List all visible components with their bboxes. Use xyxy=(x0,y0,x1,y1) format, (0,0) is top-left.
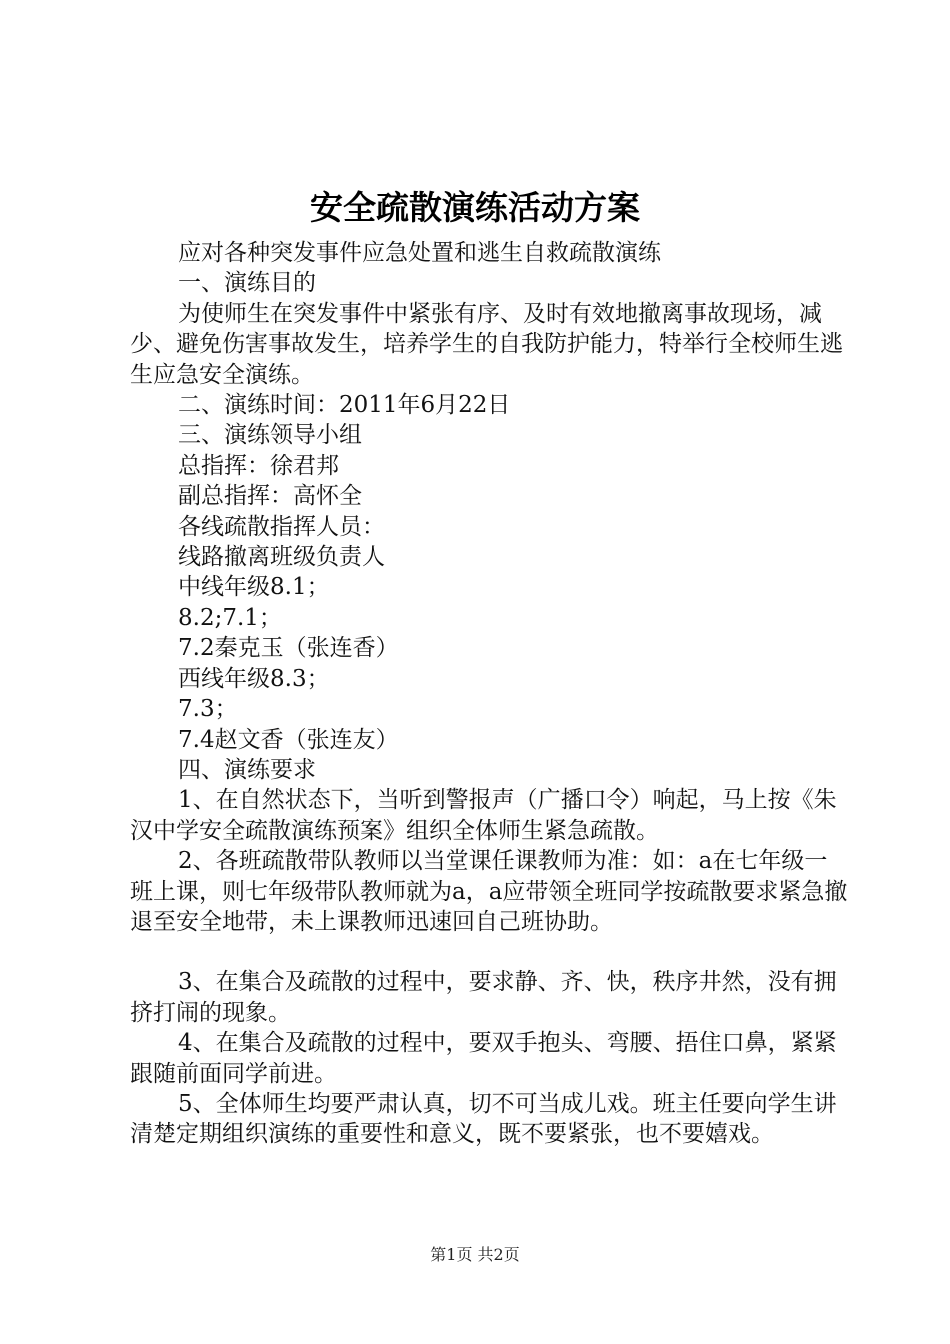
document-title: 安全疏散演练活动方案 xyxy=(310,188,640,227)
paragraph-intro: 应对各种突发事件应急处置和逃生自救疏散演练 xyxy=(178,240,661,266)
paragraph-middle-leader: 7.2秦克玉（张连香） xyxy=(178,635,399,662)
heading-requirements: 四、演练要求 xyxy=(178,756,316,783)
paragraph-middle-line: 中线年级8.1； xyxy=(178,574,330,601)
heading-leadership: 三、演练领导小组 xyxy=(178,422,362,449)
paragraph-commander: 总指挥：徐君邦 xyxy=(178,452,339,479)
paragraph-route-header: 线路撤离班级负责人 xyxy=(178,544,385,571)
heading-purpose: 一、演练目的 xyxy=(178,270,316,297)
paragraph-middle-classes: 8.2;7.1； xyxy=(178,604,282,631)
paragraph-route-commanders: 各线疏散指挥人员： xyxy=(178,513,385,540)
paragraph-west-line: 西线年级8.3； xyxy=(178,665,330,692)
paragraph-west-leader: 7.4赵文香（张连友） xyxy=(178,726,399,753)
paragraph-time: 二、演练时间：2011年6月22日 xyxy=(178,392,511,419)
paragraph-requirement-5: 5、全体师生均要严肃认真，切不可当成儿戏。班主任要向学生讲清楚定期组织演练的重要性和意义，既不要紧张，也不要嬉戏。 xyxy=(130,1090,837,1148)
paragraph-requirement-4: 4、在集合及疏散的过程中，要双手抱头、弯腰、捂住口鼻，紧紧跟随前面同学前进。 xyxy=(130,1030,837,1087)
paragraph-west-classes: 7.3； xyxy=(178,696,238,723)
paragraph-requirement-2: 2、各班疏散带队教师以当堂课任课教师为准：如：a在七年级一班上课，则七年级带队教师就为a，a应带领全班同学按疏散要求紧急撤退至安全地带，未上课教师迅速回自己班协助。 xyxy=(130,848,848,935)
paragraph-gap xyxy=(130,937,850,967)
paragraph-requirement-3: 3、在集合及疏散的过程中，要求静、齐、快，秩序井然，没有拥挤打闹的现象。 xyxy=(130,969,837,1026)
document-body xyxy=(130,238,850,1150)
page-number-footer: 第1页 共2页 xyxy=(430,1245,520,1264)
paragraph-purpose: 为使师生在突发事件中紧张有序、及时有效地撤离事故现场，减少、避免伤害事故发生，培养学生的自我防护能力，特举行全校师生逃生应急安全演练。 xyxy=(130,300,843,388)
paragraph-requirement-1: 1、在自然状态下，当听到警报声（广播口令）响起，马上按《朱汉中学安全疏散演练预案》组织全体师生紧急疏散。 xyxy=(130,787,837,844)
paragraph-deputy-commander: 副总指挥：高怀全 xyxy=(178,483,362,510)
